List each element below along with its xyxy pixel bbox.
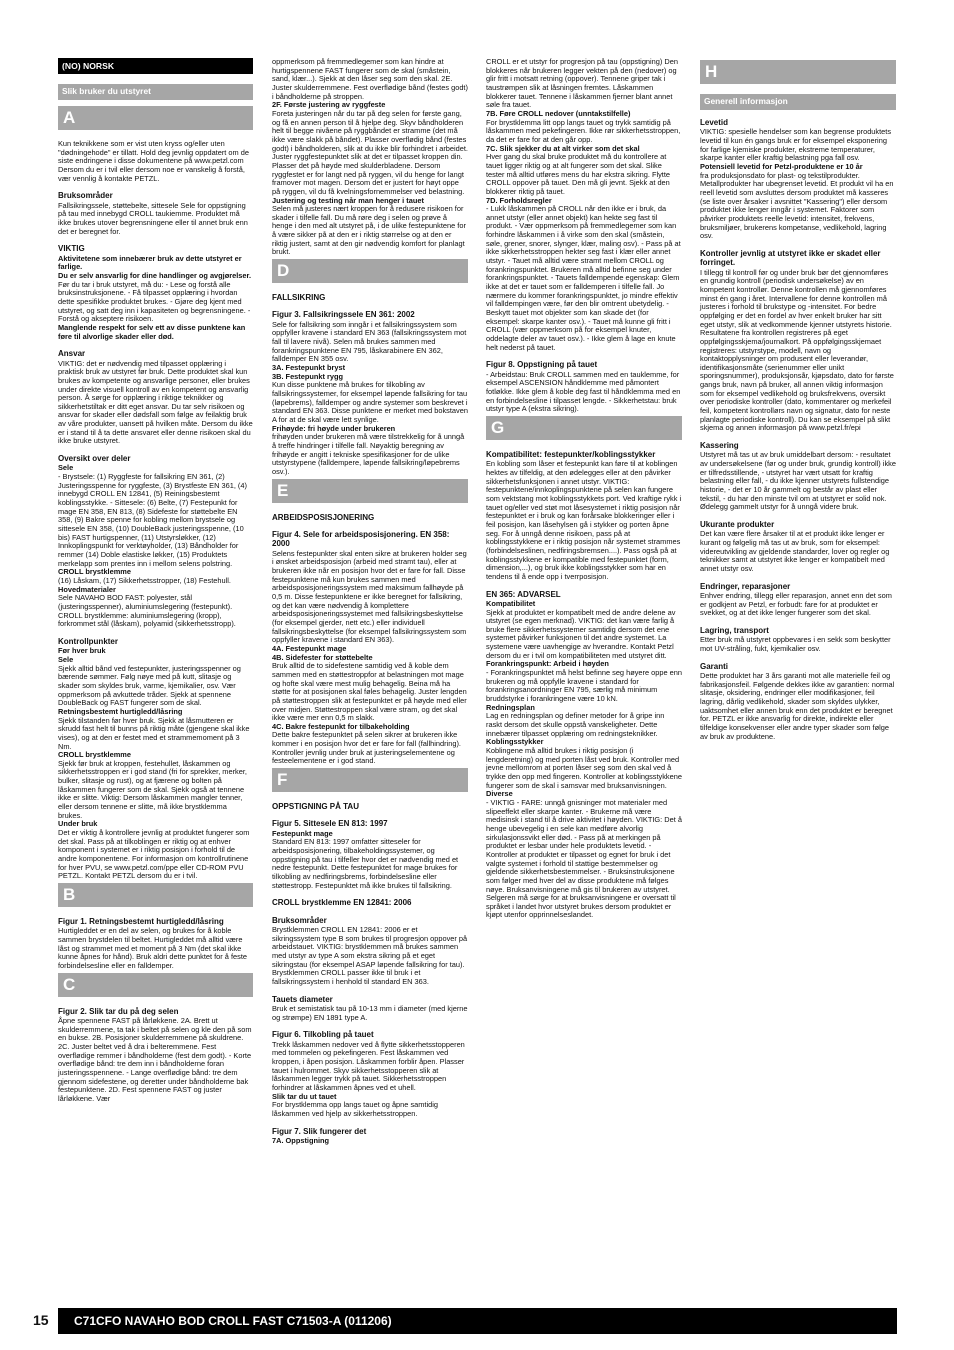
section-heading: Kompatibilitet: festepunkter/koblingsstykker [486, 449, 656, 459]
paragraph: Brystklemmen CROLL EN 12841: 2006 er et sikringssystem type B som brukes til progresjon oppover på arbeidstauet. VIKTIG: brystklemmen må brukes sammen med utstyr av type A som ekstra sikring på et eget sikringstau (for eksempel ASAP løpende fallsikring for tau). Brystklemmen CROLL passer ikke til bruk i et fallsikringssystem i henhold til standard EN 363. [272, 925, 468, 987]
paragraph: Utstyret må tas ut av bruk umiddelbart dersom: - resultatet av undersøkelsene (før og under bruk, grundig kontroll) ikke er tilfredsstillende, - utstyret har vært utsatt for kraftig belastning eller fall, - du ikke kjenner utstyrets fullstendige historie, - det er 10 år gammelt og består av plast eller tekstil, - du har den minste tvil om at utstyret er solid nok. Ødelegg gammelt utstyr for å unngå videre bruk. [700, 450, 896, 512]
paragraph: - Forankringspunktet må helst befinne seg høyere oppe enn brukeren og må oppfylle kravene i standard for forankringsanordninger EN 795, særlig må minimum bruddstyrke i forankringene være 10 kN. [486, 668, 682, 704]
paragraph: CROLL er et utstyr for progresjon på tau (oppstigning) Den blokkeres når brukeren legger vekten på den (nedover) og glir fritt i motsatt retning (oppover). Tennene griper tak i taustrømpen slik at låsningen fremtes. Låskammen blokkerer tauet. Tennene i låskammen fjerner blant annet søle fra tauet. [486, 57, 678, 110]
section-heading: VIKTIG [58, 244, 85, 254]
section-heading: Figur 5. Sittesele EN 813: 1997 [272, 819, 388, 829]
paragraph: Kun teknikkene som er vist uten kryss og/eller uten "dødningehode" er tillatt. Hold deg jevnlig oppdatert om de siste endringene i disse dokumentene på www.petzl.com Dersom du er i tvil eller dersom noe er vanskelig å forstå, vær vennlig å kontakte PETZL. [58, 139, 249, 183]
bold-paragraph: 7A. Oppstigning [272, 1136, 330, 1146]
bold-paragraph: Sele [58, 654, 74, 664]
section-heading: Endringer, reparasjoner [700, 581, 791, 591]
paragraph: - Brystsele: (1) Ryggfeste for fallsikring EN 361, (2) Justeringsspenne for ryggfeste, (3) Brystfeste EN 361, (4) innebygd CROLL EN 12841, (5) Reiningsbestemt koblingsstykke. - Sittesele: (6) Belte, (7) Festepunkt for mage EN 358, EN 813, (8) Sidefeste for støttebelte EN 358, (9) Bakre spenne for kobling mellom brystsele og sittesele EN 358, (10) DoubleBack justeringsspenne, (10 bis) FAST hurtigspenner, (11) Utstyrsløkker, (12) Innkoplingspunkt for verktøyholder, (13) Båndholder for remmer (14) Doble elastiske løkker, (15) Produktets merkelapp som prentes inn i mellom selens polstring. [58, 472, 247, 568]
paragraph: - Lukk låskammen på CROLL når den ikke er i bruk, da annet utstyr (eller annet objekt) kan hekte seg fast til produkt. - Vær oppmerksom på fremmedlegemer som kan forhindre låskammen i å virke som den skal (småstein, søle, grener, snorer, slynger, klær, maling osv). - Pass på at ikke sikkerhetsstroppen hekter seg fast i klær eller annet utstyr. - Tauet må alltid være stramt mellom CROLL og forankringspunktet. Brukeren må alltid befinne seg under forankringspunktet. - Tauets falldempende egenskap: Glem ikke at det er tauet som er falldemperen i tilfelle fall. Jo nærmere du kommer forankringspunktet, jo mindre effektiv vil falldempingen være, før den blir omtrent ubetydelig. - Beskytt tauet mot objekter som kan skade det (for eksempel: skarpe kanter osv.). - Tauet må kunne gli fritt i CROLL (vær oppmerksom på for eksempel knuter, oddelagte deler av tauet osv.). - Ikke glem å lage en knute helt nederst på tauet. [486, 204, 681, 352]
paragraph: Sjekk at produktet er kompatibelt med de andre delene av utstyret (se egen merknad). VIKTIG: det kan være farlig å bruke flere sikkerhetssystemer samtidig dersom det ene systemet påvirker funksjonen til det andre systemet. La systemene være uavhengige av hverandre. Kontakt Petzl dersom du er i tvil om kompatibiliteten med utstyret ditt. [486, 607, 676, 660]
language-header: (NO) NORSK [58, 58, 253, 74]
section-letter-bar: E [272, 479, 468, 503]
section-letter-bar: B [58, 883, 253, 907]
bold-paragraph: 3B. Festepunkt rygg [272, 371, 344, 381]
bold-paragraph: Forankringspunkt: Arbeid i høyden [486, 659, 609, 669]
paragraph: I tillegg til kontroll før og under bruk bør det gjennomføres en grundig kontroll (periodisk undersøkelse) av en kompetent kontrollør. Denne kontrollen må gjennomføres minst én gang i året. Intervallene for denne kontrollen må justeres i forhold til brukstype og -intensitet. For bedre oppfølging er det en fordel av hver enkelt bruker har sitt eget utstyr, slik at vedkommende kjenner utstyrets historie. Resultatene fra kontrollen registreres på eget oppfølgingsskjema/journalkort. På oppfølgingsskjemaet registreres: utstyrstype, modell, navn og kontaktopplysninger om produsent eller leverandør, identifikasjonsmåte (serienummer eller unikt sporingsnummer), produksjonsår, kjøpsdato, dato for første gangs bruk, navn på bruker, all annen viktig informasjon som for eksempel vedlikehold og bruksfrekvens, oversikt over periodiske kontroller (dato, kommentarer og merkefeil feil, kompetent kontrollørs navn og signatur, dato for neste planlagte periodiske kontroll). Du kan se eksempel på slikt skjema og annen informasjon på www.petzl.fr/epi [700, 267, 894, 433]
paragraph: - Arbeidstau: Bruk CROLL sammen med en tauklemme, for eksempel ASCENSION håndklemme med påmontert fotløkke. Ikke glem å koble deg fast til håndklemma med en en forbindelsesline i tilpasset lengde. - Sikkerhetstau: bruk utstyr type A (ekstra sikring). [486, 369, 681, 414]
paragraph: Dette bakre festepunktet på selen sikrer at brukeren ikke kommer i en posisjon hvor det er fare for fall (fallhindring). Kontroller jevnlig under bruk at justeringselementene og festeelementene er i god stand. [272, 730, 461, 766]
section-heading: FALLSIKRING [272, 293, 326, 303]
bold-paragraph: Diverse [486, 789, 513, 799]
paragraph: fra produksjonsdato for plast- og tekstilprodukter. Metallprodukter har ubegrenset levetid. Et produkt vil ha en reell levetid som avsluttes dersom produktet må kasseres (se liste over årsaker i avsnittet "Kassering") eller dersom produktet ikke lenger inngår i systemet. Faktorer som påvirker produktets reelle levetid: intensitet, frekvens, bruksmiljøer, brukerens kompetanse, vedlikehold, lagring osv. [700, 170, 894, 241]
paragraph: En kobling som låser et festepunkt kan føre til at koblingen hektes av tilfeldig, at den ødelegges eller at den påvirker sikkerhetsfunksjonen i annet utstyr. VIKTIG: festepunktene/innkoplingspunktene på selen kan fungere som vektstang mot koblingsstykkets port. Ved kraftige rykk i tauet og/eller ved støt mot låsesystemet i riktig posisjon når festepunktet er i bruk og kan forårsake blokkeringer eller i feil posisjon, kan låsehylsen gå i stykker og porten åpne seg. For å unngå denne risikoen, pass på at koblingsstykkene er i riktig posisjon når systemet strammes (forbindelseslinen, nedfiringsbremsen....). Pass også på at koblingsstykkene er kompatible med festepunktet (form, dimension,...), og bruk ikke koblingsstykker som har en tendens til å ende opp i tverrposisjon. [486, 459, 682, 581]
section-letter-bar: F [272, 768, 468, 792]
section-heading: Bruksområder [58, 191, 113, 201]
bold-paragraph: Kompatibilitet [486, 598, 536, 608]
section-heading: Kontroller jevnlig at utstyret ikke er skadet eller forringet. [700, 248, 881, 268]
paragraph: Standard EN 813: 1997 omfatter sitteseler for arbeidsposisjonering, tilbakeholdingssystemer, og oppstigning på tau i tilfeller hvor det er nødvendig med et nedre festepunkt. Dette festepunktet for mage brukes for tilkobling av nedfiringsbrems, forbindelsesline eller støttestropp. Festepunktet må ikke brukes til fallsikring. [272, 837, 459, 890]
bold-paragraph: Frihøyde: fri høyde under brukeren [272, 423, 396, 433]
bold-paragraph: Retningsbestemt hurtigledd/låsring [58, 706, 183, 716]
section-heading: Figur 3. Fallsikringssele EN 361: 2002 [272, 310, 415, 320]
paragraph: frihøyden under brukeren må være tilstrekkelig for å unngå å treffe hindringer i tilfelle fall. Nøyaktig beregning av frihøyde er angitt i tekniske spesifikasjoner for de ulike utstyrstypene (falldempere, løpende fallsikring/løpebrems osv.). [272, 432, 465, 476]
paragraph: Det er viktig å kontrollere jevnlig at produktet fungerer som det skal. Pass på at tilkoblingen er riktig og at enhver komponent i systemet er i riktig posisjon i forhold til de andre komponentene. For informasjon om kontrollrutinene for hver PVU, se www.petzl.com/ppe eller CD-ROM PVU PETZL. Kontakt PETZL dersom du er i tvil. [58, 828, 250, 881]
column-4 [700, 58, 896, 741]
section-heading: Bruksområder [272, 915, 327, 925]
paragraph: Sjekk alltid bånd ved festepunkter, justeringsspenner og bærende sømmer. Følg nøye med på kutt, slitasje og skader som skyldes bruk, varme, kjemikalier, osv. Vær oppmerksom på avkuttede tråder. Sjekk at spennene DoubleBack og FAST fungerer som de skal. [58, 663, 241, 708]
bold-paragraph: Justering og testing når man henger i tauet [272, 195, 424, 205]
section-heading: OPPSTIGNING PÅ TAU [272, 802, 359, 812]
section-heading: ARBEIDSPOSISJONERING [272, 512, 375, 522]
section-heading: Figur 8. Oppstigning på tauet [486, 360, 598, 370]
paragraph: Fallsikringssele, støttebelte, sittesele Sele for oppstigning på tau med innebygd CROLL taukiemme. Produktet må ikke brukes utover begrensningene eller til annet bruk enn det er beregnet for. [58, 200, 248, 236]
bold-paragraph: 7B. Føre CROLL nedover (unntakstilfelle) [486, 108, 631, 118]
document-footer: C71CFO NAVAHO BOD CROLL FAST C71503-A (011206) [58, 1308, 897, 1334]
column-2 [272, 58, 468, 1146]
section-heading: Tauets diameter [272, 994, 333, 1004]
paragraph: Etter bruk må utstyret oppbevares i en sekk som beskytter mot UV-stråling, fukt, kjemikalier osv. [700, 635, 891, 654]
bold-paragraph: Hovedmaterialer [58, 584, 116, 594]
bold-paragraph: CROLL brystklemme [58, 750, 131, 760]
section-letter-bar: C [58, 973, 253, 997]
section-letter-bar: D [272, 259, 468, 283]
paragraph: Hurtigleddet er en del av selen, og brukes for å koble sammen brystdelen til beltet. Hurtigleddet må alltid være låst og strammet med et moment på 3 Nm (det skal ikke kunne åpnes for hånd). Bruk aldri dette punktet for å feste forbindelsesline eller en falldemper. [58, 926, 247, 970]
bold-paragraph: Aktivitetene som innebærer bruk av dette utstyret er farlige. [58, 253, 242, 272]
section-heading: Levetid [700, 118, 729, 127]
paragraph: Enhver endring, tillegg eller reparasjon, annet enn det som er godkjent av Petzl, er forbudt: fare for at produktet er svekket, og at det ikke lenger fungerer som det skal. [700, 591, 892, 618]
paragraph: Kun disse punktene må brukes for tilkobling av fallsikringssystemer, for eksempel løpende fallsikring for tau (løpebrems), falldemper og andre systemer som beskrevet i standard EN 363. Disse punktene er merket med bokstaven A for at de skal være lett synlige. [272, 380, 468, 425]
bold-paragraph: 4B. Sidefester for støttebelte [272, 652, 373, 662]
bold-paragraph: 2F. Første justering av ryggfeste [272, 100, 386, 110]
paragraph: For brystklemma litt opp langs tauet og trykk samtidig på låskammen med pekefingeren. Ikke rør sikkerhetsstroppen, da det er fare for at den går opp. [486, 117, 681, 144]
section-heading: EN 365: ADVARSEL [486, 589, 561, 599]
paragraph: oppmerksom på fremmedlegemer som kan hindre at hurtigspennene FAST fungerer som de skal (småstein, sand, klær...). Sjekk at den låser seg som den skal. 2E. Juster skulderremmene. Fest overflødige bånd (festes godt) i båndholderne på stroppen. [272, 57, 468, 101]
bold-paragraph: Før hver bruk [58, 646, 106, 656]
bold-paragraph: 7C. Slik sjekker du at alt virker som det skal [486, 143, 640, 153]
section-heading: Oversikt over deler [58, 454, 131, 464]
paragraph: (16) Låskam, (17) Sikkerhetsstropper, (18) Festehull. [58, 576, 231, 585]
section-heading: Garanti [700, 661, 729, 671]
section-heading: Figur 4. Sele for arbeidsposisjonering. EN 358: 2000 [272, 529, 450, 549]
paragraph: Det kan være flere årsaker til at et produkt ikke lenger er kurant og følgelig må tas ut av bruk, som for eksempel: videreutvikling av gjeldende standarder, lover og regler og teknikker samt at utstyret ikke lenger er kompatibelt med annet utstyr osv. [700, 529, 890, 574]
paragraph: Bruk et semistatisk tau på 10-13 mm i diameter (med kjerne og strømpe) EN 1891 type A. [272, 1004, 468, 1022]
section-letter-bar: H [700, 60, 896, 84]
section-heading: Ansvar [58, 349, 86, 359]
section-letter-bar: A [58, 106, 253, 130]
bold-paragraph: CROLL brystklemme [58, 567, 131, 577]
bold-paragraph: Redningsplan [486, 702, 535, 712]
paragraph: Bruk alltid de to sidefestene samtidig ved å koble dem sammen med en støttestroppfor at belastningen mot mage og hofte skal være mest mulig behagelig. Beina må ha støtte for at posisjonen skal føles behagelig. Juster lengden på støttestroppen slik at festepunktet er på høyde med eller over midjen. Støttestroppen skal være stram, og det skal ikke være mer enn 0,5 m slakk. [272, 661, 467, 723]
paragraph: Lag en redningsplan og definer metoder for å gripe inn raskt dersom det skulle oppstå vanskeligheter. Dette innebærer tilpasset opplæring om redningsteknikker. [486, 711, 665, 738]
section-heading: Figur 7. Slik fungerer det [272, 1126, 367, 1136]
bold-paragraph: 3A. Festepunkt bryst [272, 363, 346, 373]
bold-paragraph: Potensiell levetid for Petzl-produktene er 10 år [700, 161, 863, 171]
paragraph: Sele for fallsikring som inngår i et fallsikringssystem som oppfyller kravene i standard EN 363 (fallsikringssystem mot fall til lavere nivå). Selen må brukes sammen med forankringspunktene EN 795, låskarabinere EN 362, falldemper EN 355 osv. [272, 319, 467, 364]
paragraph: For brystklemma opp langs tauet og åpne samtidig låskammen ved hjelp av sikkerhetsstroppen. [272, 1100, 438, 1119]
bold-paragraph: 4A. Festepunkt mage [272, 643, 347, 653]
section-heading: Lagring, transport [700, 626, 769, 635]
column-3 [486, 58, 682, 920]
bold-paragraph: Du er selv ansvarlig for dine handlinger og avgjørelser. [58, 270, 252, 280]
section-heading: Ukurante produkter [700, 520, 775, 530]
page-number: 15 [33, 1312, 49, 1328]
paragraph: VIKTIG: spesielle hendelser som kan begrense produktets levetid til kun én gangs bruk er for eksempel eksponering for farlige kjemiske produkter, ekstreme temperaturer, skarpe kanter eller kraftig belastning pga fall osv. [700, 127, 892, 163]
paragraph: Trekk låskammen nedover ved å flytte sikkerhetsstopperen med tommelen og pekefingeren. Fest låskammen ved kroppen, i åpen posisjon. Låskammen forblir åpen. Plasser tauet i hulrommet. Skyv sikkerhetsstopperen slik at låskammen legger trykk på tauet. Sikkerhetsstroppen forhindrer at låskammen åpnes ved et uhell. [272, 1039, 465, 1093]
section-heading: Kontrollpunkter [58, 636, 118, 646]
bold-paragraph: Under bruk [58, 819, 98, 829]
paragraph: - VIKTIG - FARE: unngå gnisninger mot materialer med slipeeffekt eller skarpe kanter. - Brukerne må være medisinsk i stand til å drive aktivitet i høyden. VIKTIG: Det å henge ubevegelig i en sele kan medføre alvorlig sirkulasjonssvikt eller død. - Pass på at merkingen på produktet er lesbar under hele produktets levetid. - Kontroller at produktet er tilpasset og egnet for bruk i det valgte systemet i forhold til stattige bestemmelser og gjeldende sikkerhetsbestemmelser. - Bruksinstruksjonene som følger med hver del av disse produktene må følges nøye. Bruksanvisningene må gis til brukeren av utstyret. Selgeren må sørge for at bruksanvisningene er oversatt til språket i landet hvor utstyret brukes dersom produktet er kjøpt utenfor opprinnelseslandet. [486, 797, 682, 920]
section-bar: Generell informasjon [700, 94, 896, 110]
paragraph: VIKTIG: det er nødvendig med tilpasset opplæring i praktisk bruk av utstyret før bruk. Dette produktet skal kun brukes av kompetente og ansvarlige personer, eller brukes under direkte visuell kontroll av en kompetent og ansvarlig person. Å sørge for opplæring i riktige teknikker og sikkerhetstiltak er ditt eget ansvar. Du tar selv risikoen og ansvar for skader eller dødsfall som følge av feilaktig bruk av våre produkter, uansett på hvilken måte. Dersom du ikke er i stand til å ta dette ansvaret eller denne risikoen skal du ikke bruke utstyret. [58, 358, 253, 446]
paragraph: Sele NAVAHO BOD FAST: polyester, stål (justeringsspenner), aluminiumslegering (festepunkt). CROLL brystklemme: aluminiumslegering (kropp), forkrommet stål (låskam), polyamid (sikkerhetsstropp). [58, 593, 236, 629]
paragraph: Hver gang du skal bruke produktet må du kontrollere at tauet ligger riktig og at alt fungerer som det skal. Slike tester må alltid utføres mens du har ekstra sikring. Flytte CROLL oppover på tauet. Den må gli jevnt. Sjekk at den blokkerer riktig på tauet. [486, 152, 671, 196]
paragraph: Åpne spennene FAST på lårløkkene. 2A. Brett ut skulderremmene, ta tak i beltet på selen og kle den på som en bukse. 2B. Posisjoner skulderremmene på skuldrene. 2C. Juster beltet ved å dra i belteremmene. Fest overflødige remmer i båndholderne (fest dem godt). - Korte overflødige bånd: tre dem inn i båndholderne foran justeringsspennene. - Lange overflødige bånd: tre dem gjennom sidefestene, og deretter under båndholderne bak festepunktene. 2D. Fest spennene FAST og juster lårløkkene. Vær [58, 1016, 252, 1103]
paragraph: Selen må justeres nært kroppen for å redusere risikoen for skader i tilfelle fall. Du må røre deg i selen og prøve å henge i den med alt utstyret på, i de ulike festepunktene for å være sikker på at den er i riktig størrelse og at den er riktig justert, samt at den gir nødvendig komfort for planlagt brukt. [272, 204, 466, 257]
column-1 [58, 58, 253, 1104]
paragraph: Koblingene må alltid brukes i riktig posisjon (i lengderetning) og med porten låst ved bruk. Kontroller med jevne mellomrom at porten låser seg som den skal ved å trykke den opp med fingeren. Kontroller at koblingsstykkene fungerer som de skal i samsvar med bruksanvisningen. [486, 746, 682, 790]
bold-paragraph: Koblingsstykker [486, 737, 544, 747]
section-letter-bar: G [486, 416, 682, 440]
bold-paragraph: Manglende respekt for selv ett av disse punktene kan føre til alvorlige skader eller død. [58, 322, 246, 341]
bold-paragraph: Festepunkt mage [272, 828, 333, 838]
paragraph: Sjekk tilstanden før hver bruk. Sjekk at låsmutteren er skrudd fast helt til bunns på riktig måte (gjengene skal ikke vises), og at den er festet med et strammemoment på 3 Nm. [58, 715, 250, 751]
paragraph: Før du tar i bruk utstyret, må du: - Lese og forstå alle bruksinstruksjonene. - Få tilpasset opplæring i hvordan dette spesifikke produktet brukes. - Gjøre deg kjent med utstyret, og satt deg inn i kapasiteten og begrensningene. - Forstå og akseptere risikoen. [58, 279, 251, 324]
bold-paragraph: Sele [58, 463, 74, 473]
section-heading: Figur 1. Retningsbestemt hurtigledd/låsring [58, 917, 224, 927]
section-heading: Kassering [700, 441, 739, 451]
section-heading: Figur 2. Slik tar du på deg selen [58, 1006, 179, 1016]
paragraph: Sjekk før bruk at kroppen, festehullet, låskammen og sikkerhetsstroppen er i god stand (fri for sprekker, merker, bulker, slitasje og rust), og at fjærene og bolten på låskammen fungerer som de skal. Sjekk også at tennene ikke er slitte. Viktig: Dersom låskammen mangler tenner, eller dersom tennene er slitte, må ikke brystklemma brukes. [58, 758, 247, 820]
bold-paragraph: 7D. Forholdsregler [486, 195, 552, 205]
section-bar: Slik bruker du utstyret [58, 84, 253, 100]
section-heading: Figur 6. Tilkobling på tauet [272, 1030, 374, 1040]
paragraph: Selens festepunkter skal enten sikre at brukeren holder seg i ønsket arbeidsposisjon (arbeid med stramt tau), eller at brukeren ikke når en posisjon hvor det er fare for fall. Disse festepunktene må kun brukes sammen med arbeidsposisjoneringssystem med maksimum fallhøyde på 0,5 m. Disse festepunktene er ikke beregnet for fallsikring, og det kan være nødvendig å komplettere arbeidsposisjoneringssystemet med fallsikringsbeskyttelse (for eksempel gjerder, nett etc.) eller individuell fallsikringsbeskyttelse (for eksempel fallsikringssystem som oppfyller kravene i standard EN 363). [272, 548, 467, 645]
bold-paragraph: 4C. Bakre festepunkt for tilbakeholding [272, 721, 410, 731]
section-heading: CROLL brystklemme EN 12841: 2006 [272, 898, 412, 908]
bold-paragraph: Slik tar du ut tauet [272, 1091, 337, 1101]
paragraph: Foreta justeringen når du tar på deg selen for første gang, og få en annen person til å hjelpe deg. Skyv båndholderen helt til begge nivåene på ryggbåndet er stramme (det må ikke være slakk på båndet). Plasser overflødig bånd (festes godt) i båndholderen, slik at du ikke blir forhindret i arbeidet. Juster ryggfestepunktet slik at det er tilpasset kroppen din. Plasser det på høyde med skulderbladene. Dersom ryggfestet er for langt ned på ryggen, vil du henge for langt framover mot magen. Dersom det er justert for høyt oppe på ryggen, vil du få kvelningsfornemmelser ved belastning. [272, 108, 468, 196]
paragraph: Dette produktet har 3 års garanti mot alle materielle feil og fabrikasjonsfeil. Følgende dekkes ikke av garantien: normal slitasje, oksidering, endringer eller modifikasjoner, feil lagring, dårlig vedlikehold, skader som skyldes ulykker, uaktsomhet eller annen bruk enn det produktet er beregnet for. PETZL er ikke ansvarlig for direkte, indirekte eller tilfeldige konsekvenser eller andre typer skader som følge av bruk av produktene. [700, 671, 895, 741]
